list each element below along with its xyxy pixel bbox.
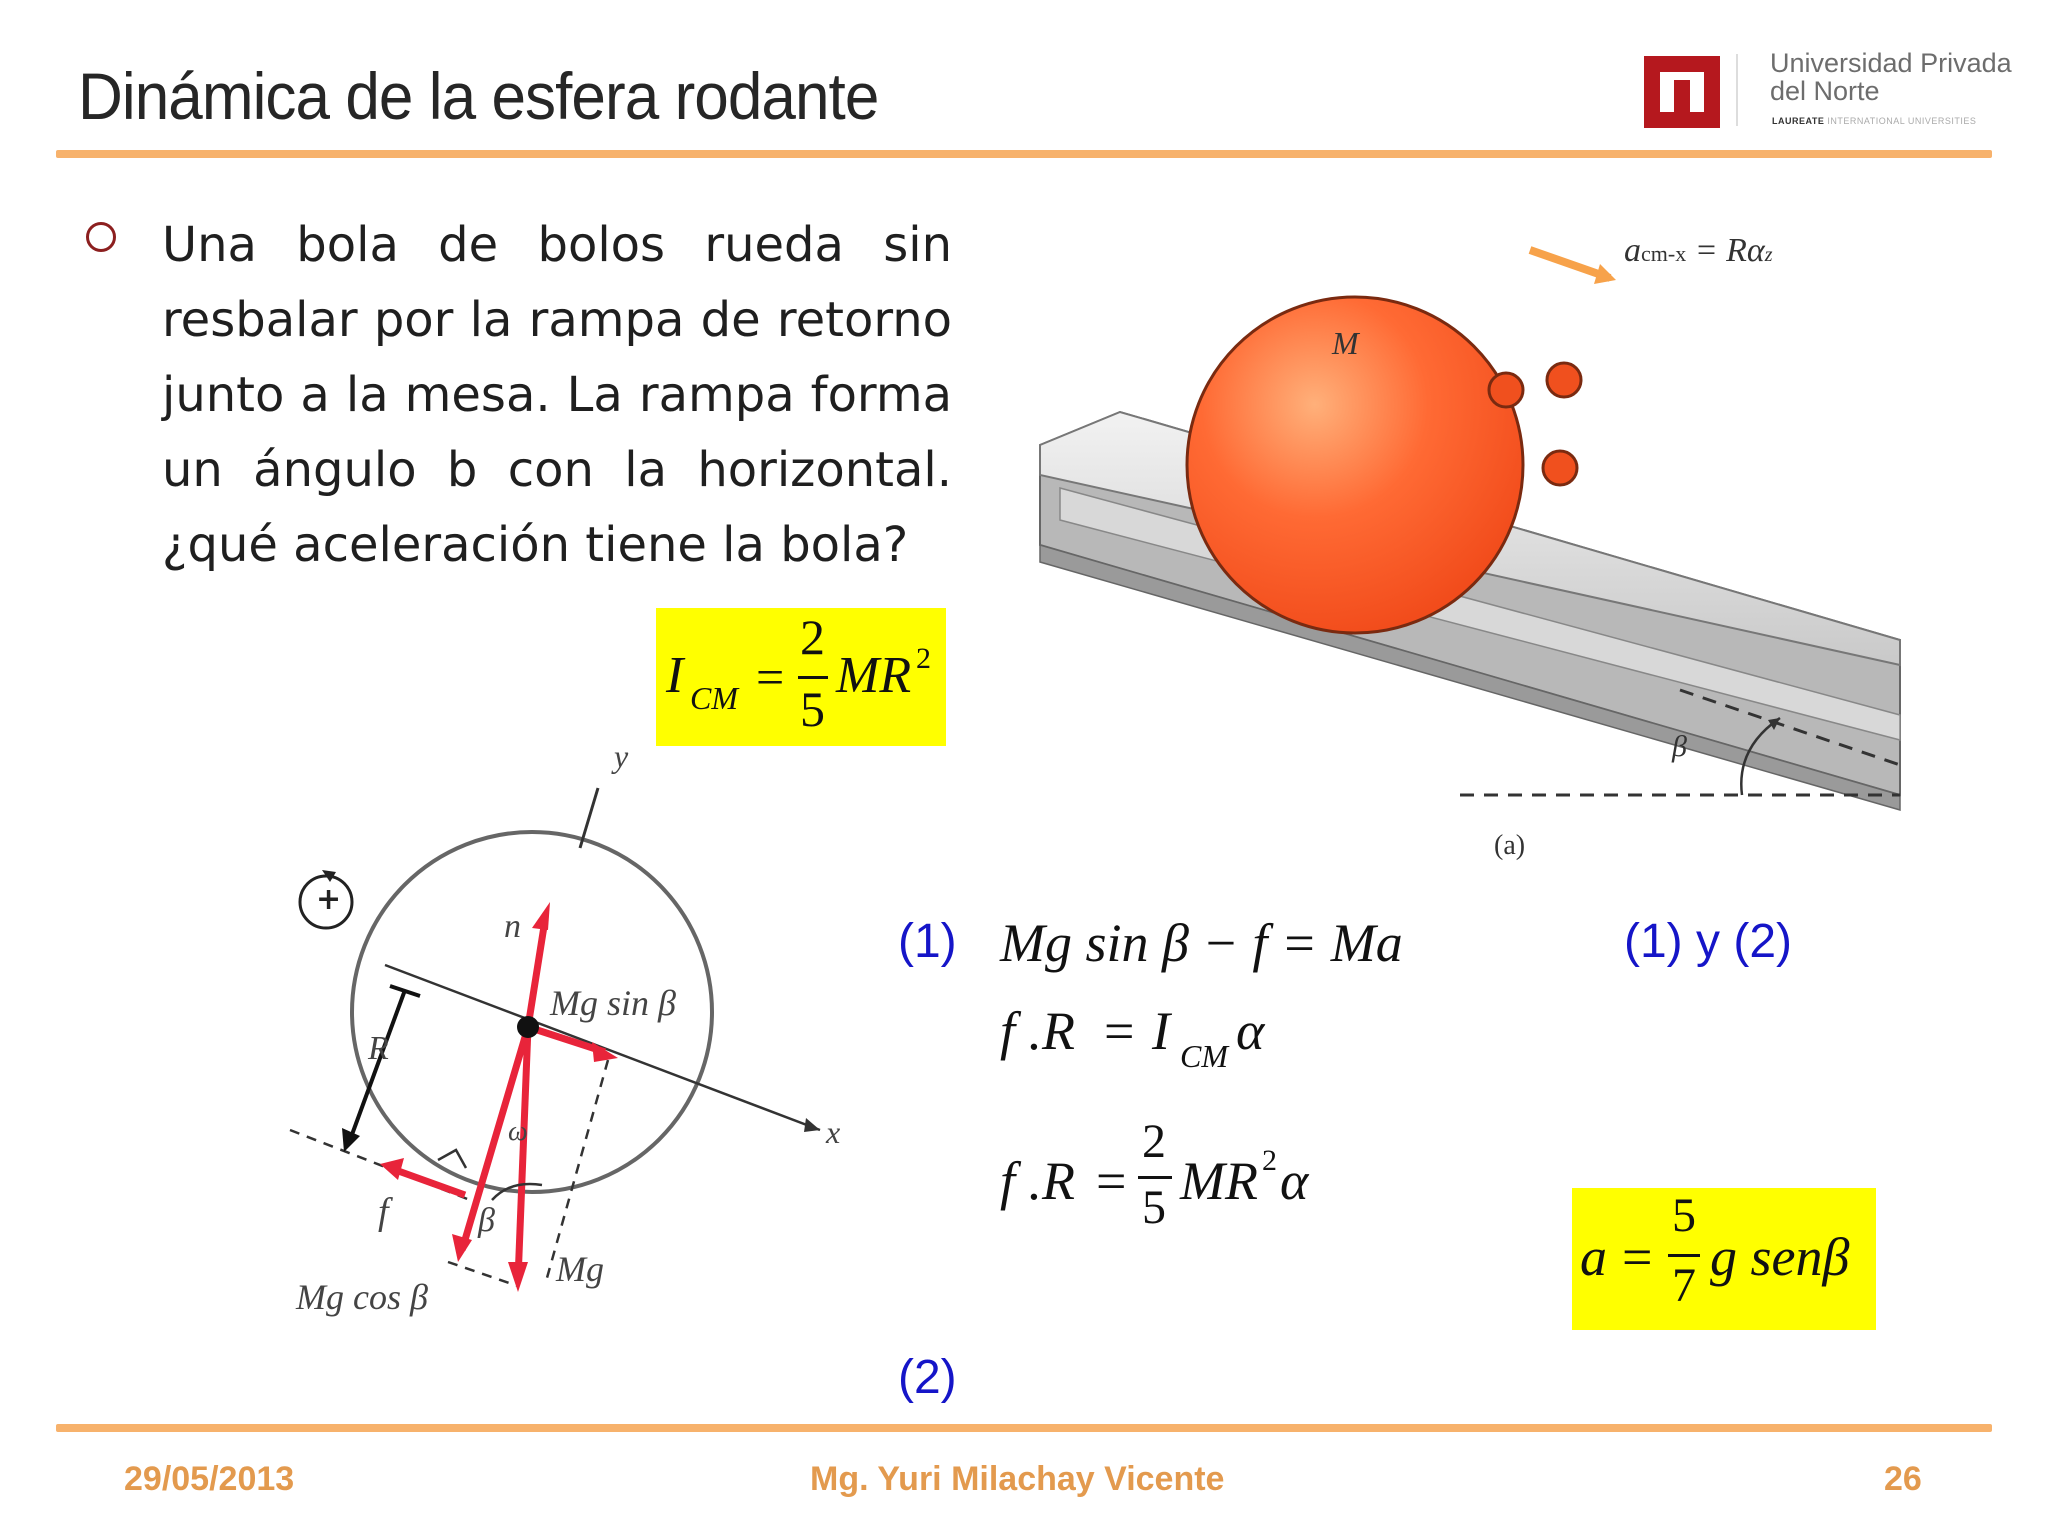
result-num: 5 bbox=[1672, 1189, 1696, 1242]
result-formula-box bbox=[1572, 1188, 1876, 1330]
logo-subtitle: LAUREATE INTERNATIONAL UNIVERSITIES bbox=[1772, 116, 1977, 126]
fbd-n-label: n bbox=[504, 908, 521, 945]
combine-label: (1) y (2) bbox=[1624, 915, 1792, 968]
eq2-label: (2) bbox=[898, 1351, 957, 1404]
logo-name-line2: del Norte bbox=[1770, 76, 1880, 106]
inertia-den: 5 bbox=[800, 681, 825, 737]
eq2a-eq: = bbox=[1104, 1001, 1135, 1061]
fbd-beta-label: β bbox=[478, 1202, 495, 1239]
eq2b-num: 2 bbox=[1142, 1115, 1166, 1168]
result-den: 7 bbox=[1672, 1259, 1696, 1312]
equation-1: Mg sin β − f = Ma bbox=[1000, 913, 1403, 973]
equation-2a bbox=[1000, 1000, 1300, 1080]
footer-author: Mg. Yuri Milachay Vicente bbox=[810, 1460, 1225, 1498]
result-eq: = bbox=[1622, 1227, 1653, 1287]
inertia-rhs-sup: 2 bbox=[916, 642, 931, 675]
logo-mark-icon bbox=[1642, 52, 1722, 132]
rotation-plus-icon: + bbox=[316, 882, 342, 917]
inertia-lhs: I bbox=[666, 647, 684, 704]
bullet-circle-icon bbox=[86, 222, 116, 252]
eq2b-rhs: MR bbox=[1180, 1151, 1258, 1211]
logo-name-line1: Universidad Privada bbox=[1770, 48, 2012, 78]
bowling-ramp-figure bbox=[1020, 220, 1920, 880]
fbd-mg-sin-label: Mg sin β bbox=[550, 983, 676, 1023]
footer-page-number: 26 bbox=[1884, 1460, 1922, 1498]
fbd-mg-cos-label: Mg cos β bbox=[296, 1277, 428, 1317]
fbd-omega-label: ω bbox=[508, 1116, 528, 1147]
header-rule bbox=[56, 150, 1992, 158]
eq2b-lhs: f .R bbox=[1000, 1151, 1075, 1211]
problem-statement: Una bola de bolos rueda sin resbalar por la rampa de retorno junto a la mesa. La rampa forma un ángulo b con la horizontal. ¿qué aceleración tiene la bola? bbox=[162, 217, 952, 573]
eq1-label: (1) bbox=[898, 915, 957, 968]
inertia-lhs-sub: CM bbox=[690, 680, 738, 716]
inertia-rhs: MR bbox=[836, 647, 912, 704]
figure-caption: (a) bbox=[1494, 830, 1526, 861]
slide-title: Dinámica de la esfera rodante bbox=[78, 59, 879, 133]
eq2a-rhs: I bbox=[1152, 1001, 1170, 1061]
accel-label: acm-x = Rαz bbox=[1624, 232, 1773, 269]
fbd-mg-label: Mg bbox=[556, 1249, 604, 1289]
eq2b-sup: 2 bbox=[1262, 1144, 1277, 1177]
equation-2b bbox=[1000, 1116, 1340, 1246]
inertia-num: 2 bbox=[800, 609, 825, 665]
eq2a-tail: α bbox=[1236, 1001, 1265, 1061]
result-rhs: g senβ bbox=[1710, 1227, 1850, 1287]
eq2a-lhs: f .R bbox=[1000, 1001, 1075, 1061]
eq2b-tail: α bbox=[1280, 1151, 1309, 1211]
footer-rule bbox=[56, 1424, 1992, 1432]
inertia-eq: = bbox=[756, 649, 785, 705]
fbd-f-label: f bbox=[378, 1191, 389, 1233]
eq2b-eq: = bbox=[1096, 1151, 1127, 1211]
university-logo bbox=[1642, 48, 2022, 134]
inertia-formula-box bbox=[656, 608, 946, 746]
footer-date: 29/05/2013 bbox=[124, 1460, 295, 1498]
fbd-r-label: R bbox=[368, 1030, 389, 1067]
mass-label: M bbox=[1332, 325, 1359, 361]
eq2a-sub: CM bbox=[1180, 1038, 1228, 1074]
fbd-y-label: y bbox=[614, 738, 629, 774]
angle-label: β bbox=[1672, 730, 1687, 763]
eq2b-den: 5 bbox=[1142, 1181, 1166, 1234]
result-lhs: a bbox=[1580, 1227, 1607, 1287]
fbd-x-label: x bbox=[826, 1114, 841, 1150]
